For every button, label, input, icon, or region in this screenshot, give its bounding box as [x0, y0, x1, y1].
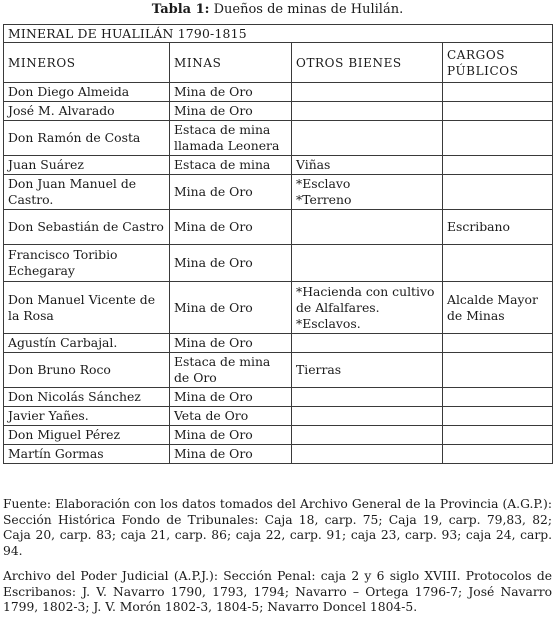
cell-otros-bienes: [292, 426, 443, 445]
table-row: [4, 445, 553, 464]
table-row: [4, 83, 553, 102]
cell-minero: Don Sebastián de Castro: [4, 210, 170, 245]
cell-cargos: [443, 121, 553, 156]
cell-minas: Mina de Oro: [170, 245, 292, 282]
caption-text: Dueños de minas de Hulilán.: [209, 2, 404, 17]
table-row: [4, 334, 553, 353]
cell-minero: Juan Suárez: [4, 156, 170, 175]
cell-otros-bienes: [292, 407, 443, 426]
cell-otros-bienes: [292, 388, 443, 407]
cell-cargos: [443, 102, 553, 121]
cell-minas: Mina de Oro: [170, 282, 292, 334]
header-otros-bienes: OTROS BIENES: [292, 43, 443, 83]
table-row: [4, 121, 553, 156]
table-title: MINERAL DE HUALILÁN 1790-1815: [4, 25, 553, 43]
cell-minero: José M. Alvarado: [4, 102, 170, 121]
table-row: [4, 353, 553, 388]
cell-minero: Don Manuel Vicente de la Rosa: [4, 282, 170, 334]
cell-minero: Don Bruno Roco: [4, 353, 170, 388]
cell-otros-bienes: [292, 445, 443, 464]
cell-minas: Mina de Oro: [170, 426, 292, 445]
table-row: [4, 245, 553, 282]
table-row: [4, 282, 553, 334]
cell-cargos: [443, 445, 553, 464]
cell-cargos: [443, 353, 553, 388]
cell-minero: Javier Yañes.: [4, 407, 170, 426]
cell-cargos: Escribano: [443, 210, 553, 245]
cell-otros-bienes: [292, 245, 443, 282]
cell-cargos: [443, 245, 553, 282]
cell-otros-bienes: [292, 102, 443, 121]
table-caption: [0, 1, 555, 18]
caption-label: Tabla 1:: [151, 2, 210, 17]
cell-cargos: [443, 426, 553, 445]
cell-cargos: [443, 388, 553, 407]
cell-otros-bienes: [292, 334, 443, 353]
mine-owners-table: [3, 24, 553, 464]
table-row: [4, 426, 553, 445]
cell-cargos: [443, 156, 553, 175]
cell-otros-bienes: [292, 121, 443, 156]
header-cargos-publicos: CARGOS PÚBLICOS: [443, 43, 553, 83]
cell-minero: Don Miguel Pérez: [4, 426, 170, 445]
cell-minero: Don Diego Almeida: [4, 83, 170, 102]
cell-minas: Mina de Oro: [170, 334, 292, 353]
archive-note: Archivo del Poder Judicial (A.P.J.): Sección Penal: caja 2 y 6 siglo XVIII. Protocolos de Escribanos: J. V. Navarro 1790, 1793, 1794; Navarro – Ortega 1796-7; José Navarro 1799, 1802-3; J. V. Morón 1802-3, 1804-5; Navarro Doncel 1804-5.: [3, 569, 552, 615]
table-row: [4, 102, 553, 121]
table-row: [4, 407, 553, 426]
cell-minero: Don Nicolás Sánchez: [4, 388, 170, 407]
cell-otros-bienes: Viñas: [292, 156, 443, 175]
cell-minas: Estaca de mina: [170, 156, 292, 175]
cell-minas: Mina de Oro: [170, 210, 292, 245]
cell-minas: Mina de Oro: [170, 175, 292, 210]
cell-minas: Veta de Oro: [170, 407, 292, 426]
cell-minas: Estaca de mina llamada Leonera: [170, 121, 292, 156]
cell-cargos: [443, 175, 553, 210]
cell-cargos: [443, 83, 553, 102]
cell-minas: Mina de Oro: [170, 388, 292, 407]
cell-cargos: Alcalde Mayor de Minas: [443, 282, 553, 334]
cell-otros-bienes: [292, 210, 443, 245]
table-body: [4, 83, 553, 464]
cell-otros-bienes: *Esclavo *Terreno: [292, 175, 443, 210]
cell-otros-bienes: *Hacienda con cultivo de Alfalfares. *Esclavos.: [292, 282, 443, 334]
cell-cargos: [443, 334, 553, 353]
cell-minero: Martín Gormas: [4, 445, 170, 464]
cell-minas: Mina de Oro: [170, 445, 292, 464]
table-row: [4, 175, 553, 210]
table-row: [4, 210, 553, 245]
cell-minero: Francisco Toribio Echegaray: [4, 245, 170, 282]
header-minas: MINAS: [170, 43, 292, 83]
cell-minas: Mina de Oro: [170, 83, 292, 102]
table-row: [4, 156, 553, 175]
cell-minas: Mina de Oro: [170, 102, 292, 121]
cell-otros-bienes: [292, 83, 443, 102]
cell-otros-bienes: Tierras: [292, 353, 443, 388]
cell-minas: Estaca de mina de Oro: [170, 353, 292, 388]
header-mineros: MINEROS: [4, 43, 170, 83]
cell-minero: Don Juan Manuel de Castro.: [4, 175, 170, 210]
cell-minero: Agustín Carbajal.: [4, 334, 170, 353]
table-row: [4, 388, 553, 407]
source-note: Fuente: Elaboración con los datos tomados del Archivo General de la Provincia (A.G.P.): Sección Histórica Fondo de Tribunales: Caja 18, carp. 75; Caja 19, carp. 79,83, 82; Caja 20, carp. 83; caja 21, carp. 86; caja 22, carp. 91; caja 23, carp. 93; caja 24, carp. 94.: [3, 497, 552, 558]
cell-cargos: [443, 407, 553, 426]
cell-minero: Don Ramón de Costa: [4, 121, 170, 156]
